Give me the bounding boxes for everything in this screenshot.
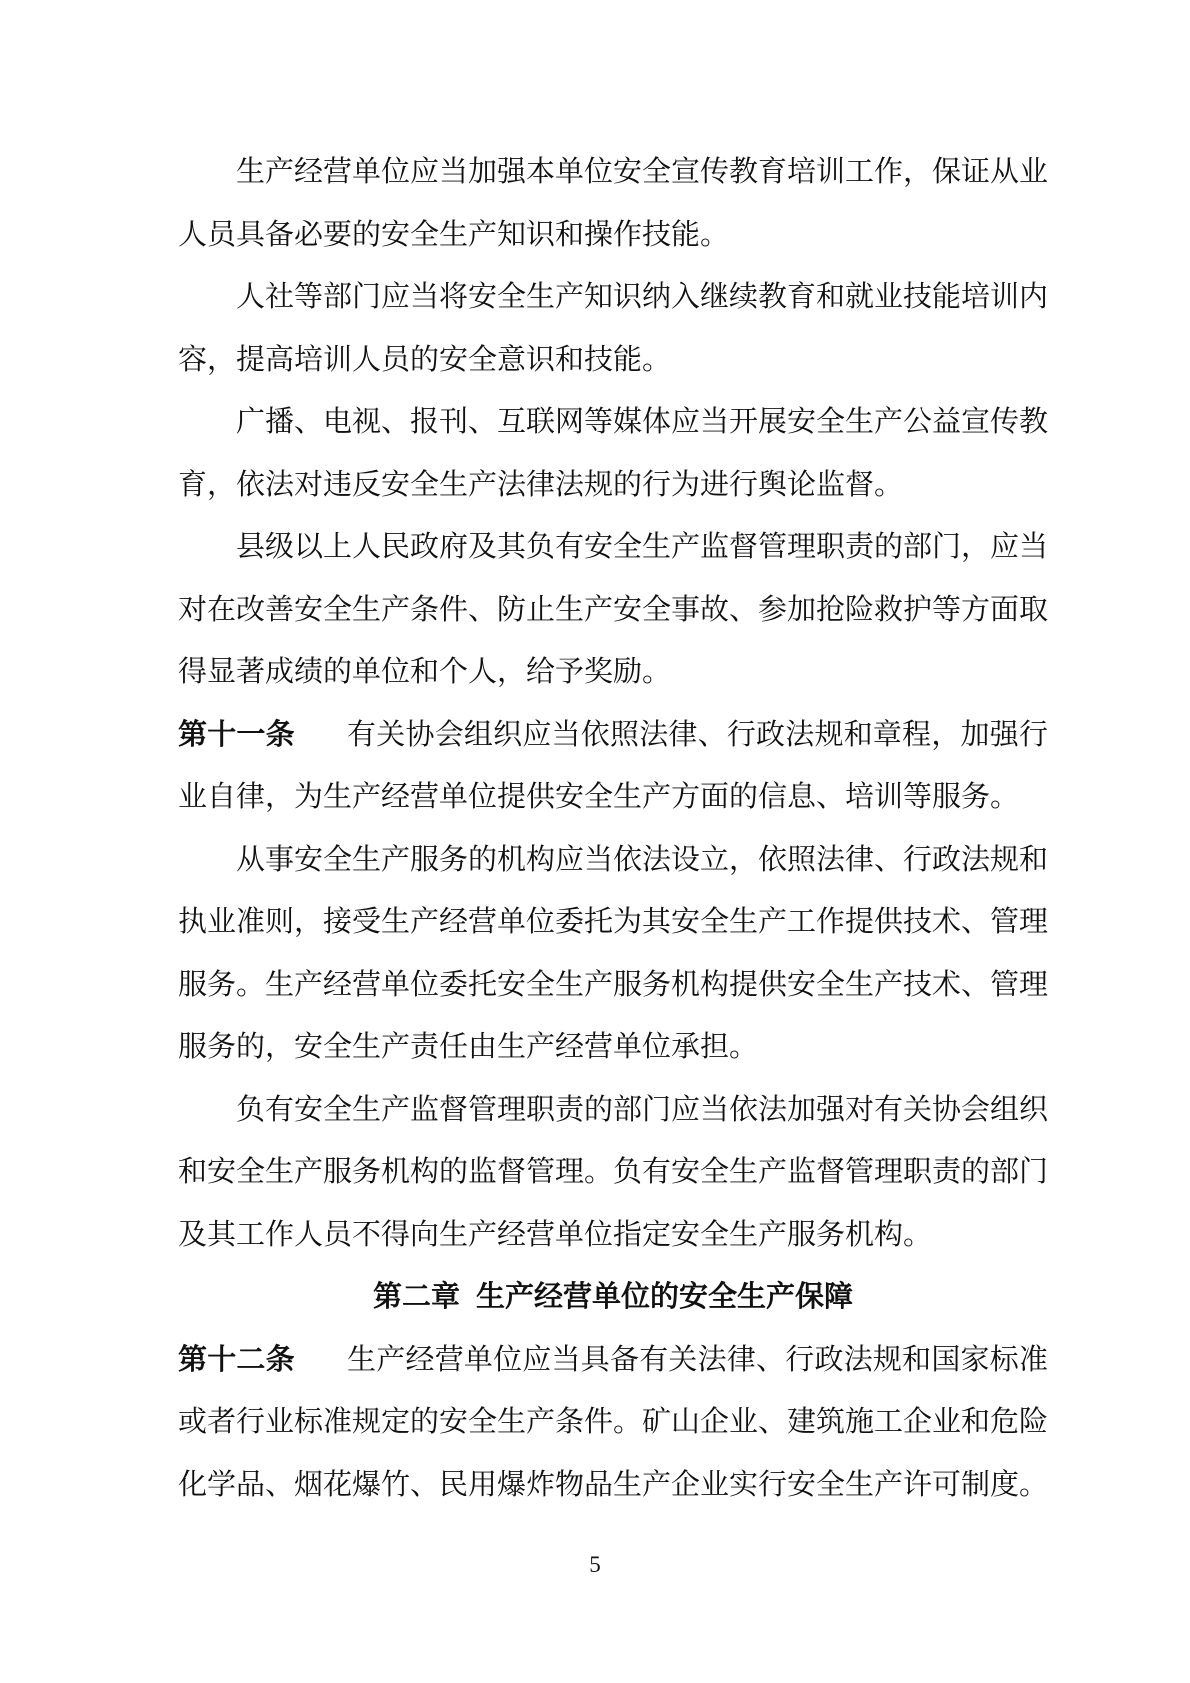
body-paragraph: 负有安全生产监督管理职责的部门应当依法加强对有关协会组织和安全生产服务机构的监督管理。负有安全生产监督管理职责的部门及其工作人员不得向生产经营单位指定安全生产服务机构。: [178, 1093, 1049, 1251]
chapter-number-label: 第二章: [373, 1281, 461, 1313]
body-paragraph: 从事安全生产服务的机构应当依法设立，依照法律、行政法规和执业准则，接受生产经营单位委托为其安全生产工作提供技术、管理服务。生产经营单位委托安全生产服务机构提供安全生产技术、管理服务的，安全生产责任由生产经营单位承担。: [178, 843, 1049, 1063]
article-number-label: 第十二条: [178, 1343, 295, 1376]
chapter-title: 生产经营单位的安全生产保障: [475, 1281, 853, 1313]
body-paragraph: 县级以上人民政府及其负有安全生产监督管理职责的部门，应当对在改善安全生产条件、防止生产安全事故、参加抢险救护等方面取得显著成绩的单位和个人，给予奖励。: [178, 531, 1049, 688]
body-paragraph: 生产经营单位应当加强本单位安全宣传教育培训工作，保证从业人员具备必要的安全生产知识和操作技能。: [178, 156, 1049, 251]
body-paragraph: 人社等部门应当将安全生产知识纳入继续教育和就业技能培训内容，提高培训人员的安全意识和技能。: [178, 281, 1049, 376]
article-paragraph: [178, 704, 1048, 829]
body-paragraph: 广播、电视、报刊、互联网等媒体应当开展安全生产公益宣传教育，依法对违反安全生产法律法规的行为进行舆论监督。: [178, 406, 1049, 501]
page-number: 5: [589, 1552, 601, 1577]
chapter-heading: [178, 1266, 1048, 1329]
article-paragraph: [178, 1329, 1048, 1517]
article-text: 有关协会组织应当依照法律、行政法规和章程，加强行业自律，为生产经营单位提供安全生产方面的信息、培训等服务。: [178, 718, 1048, 813]
article-text: 生产经营单位应当具备有关法律、行政法规和国家标准或者行业标准规定的安全生产条件。矿山企业、建筑施工企业和危险化学品、烟花爆竹、民用爆炸物品生产企业实行安全生产许可制度。: [178, 1343, 1049, 1501]
article-number-label: 第十一条: [178, 718, 295, 751]
document-body: [178, 141, 1048, 1516]
